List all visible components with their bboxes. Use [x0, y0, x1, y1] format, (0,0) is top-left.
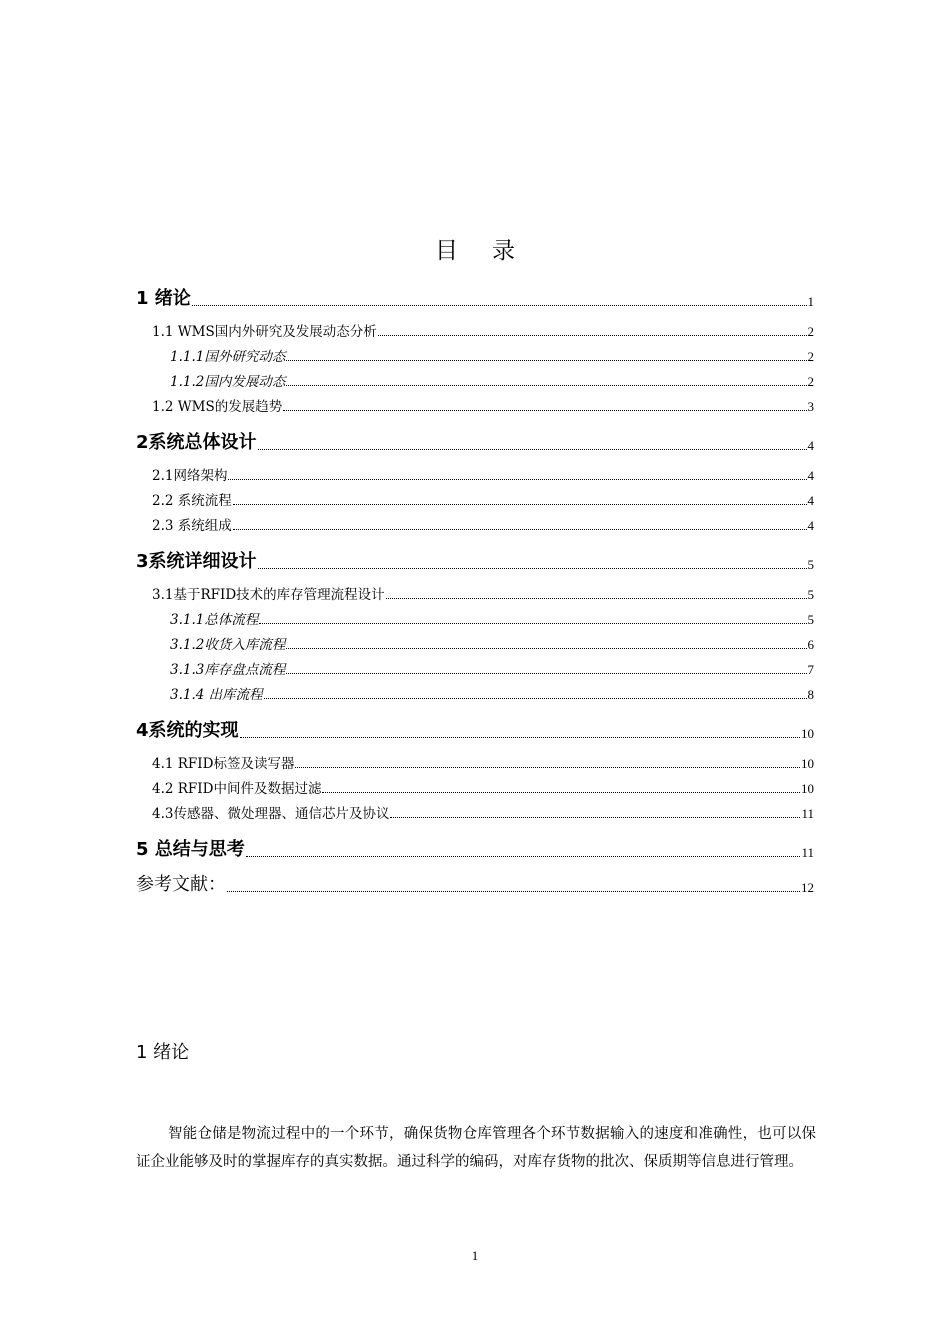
- dot-leader: [264, 698, 807, 699]
- toc-entry[interactable]: [152, 464, 814, 484]
- toc-entry[interactable]: [170, 345, 814, 365]
- toc-entry[interactable]: [136, 835, 814, 861]
- dot-leader: [286, 385, 806, 386]
- toc-entry-title: 1.1.2国内发展动态: [170, 374, 286, 390]
- toc-entry[interactable]: [152, 752, 814, 772]
- dot-leader: [386, 598, 807, 599]
- dot-leader: [259, 623, 806, 624]
- toc-entry-page: 10: [801, 781, 814, 796]
- toc-entry-title: 2.3 系统组成: [152, 518, 232, 534]
- toc-entry-title: 3.1.1总体流程: [170, 612, 259, 628]
- toc-entry[interactable]: [152, 583, 814, 603]
- toc-entry-title: 3.1.3库存盘点流程: [170, 662, 286, 678]
- toc-entry[interactable]: [170, 370, 814, 390]
- body-paragraph: 智能仓储是物流过程中的一个环节，确保货物仓库管理各个环节数据输入的速度和准确性，也可以保证企业能够及时的掌握库存的真实数据。通过科学的编码，对库存货物的批次、保质期等信息进行管理。: [136, 1126, 816, 1170]
- toc-entry-title: 2系统总体设计: [136, 432, 257, 453]
- toc-entry-title: 4.2 RFID中间件及数据过滤: [152, 781, 322, 797]
- toc-entry-page: 4: [807, 493, 814, 508]
- toc-entry[interactable]: [170, 683, 814, 703]
- toc-entry-title: 3.1.2收货入库流程: [170, 637, 286, 653]
- toc-title: 目录: [435, 238, 549, 264]
- toc-entry-page: 4: [807, 468, 814, 483]
- toc-entry-title: 3系统详细设计: [136, 551, 257, 572]
- dot-leader: [378, 335, 807, 336]
- toc-entry-page: 3: [807, 399, 814, 414]
- dot-leader: [227, 891, 800, 892]
- toc-entry[interactable]: [152, 489, 814, 509]
- dot-leader: [233, 504, 807, 505]
- toc-entry-title: 3.1基于RFID技术的库存管理流程设计: [152, 587, 385, 603]
- dot-leader: [283, 410, 806, 411]
- toc-entry-page: 10: [801, 726, 814, 741]
- toc-entry-page: 4: [807, 518, 814, 533]
- toc-entry-page: 12: [801, 880, 814, 895]
- dot-leader: [390, 817, 800, 818]
- toc-entry-page: 2: [807, 374, 814, 389]
- page-number: 1: [471, 1248, 479, 1263]
- toc-entry[interactable]: [152, 320, 814, 340]
- toc-entry-page: 4: [807, 438, 814, 453]
- dot-leader: [286, 673, 806, 674]
- dot-leader: [258, 449, 807, 450]
- dot-leader: [286, 360, 806, 361]
- toc-entry-page: 5: [807, 612, 814, 627]
- toc-entry-title: 参考文献：: [136, 874, 226, 895]
- toc-entry[interactable]: [152, 514, 814, 534]
- dot-leader: [240, 737, 800, 738]
- toc-entry[interactable]: [170, 658, 814, 678]
- dot-leader: [258, 568, 807, 569]
- toc-entry-page: 8: [807, 687, 814, 702]
- toc-entry-page: 11: [801, 845, 814, 860]
- toc-entry-page: 2: [807, 349, 814, 364]
- dot-leader: [322, 792, 800, 793]
- toc-entry-page: 11: [801, 806, 814, 821]
- toc-entry-page: 1: [807, 294, 814, 309]
- dot-leader: [246, 856, 801, 857]
- dot-leader: [233, 529, 807, 530]
- dot-leader: [192, 305, 807, 306]
- toc-entry-page: 6: [807, 637, 814, 652]
- toc-entry[interactable]: [170, 633, 814, 653]
- toc-entry[interactable]: [152, 777, 814, 797]
- toc-entry-title: 4.1 RFID标签及读写器: [152, 756, 295, 772]
- toc-entry-title: 1 绪论: [136, 288, 191, 309]
- toc-entry-title: 4.3传感器、微处理器、通信芯片及协议: [152, 806, 390, 822]
- toc-entry[interactable]: [152, 802, 814, 822]
- toc-entry-title: 1.1 WMS国内外研究及发展动态分析: [152, 324, 377, 340]
- toc-entry[interactable]: [136, 716, 814, 742]
- dot-leader: [286, 648, 806, 649]
- toc-entry-title: 1.2 WMS的发展趋势: [152, 399, 283, 415]
- toc-entry-title: 2.2 系统流程: [152, 493, 232, 509]
- toc-entry-page: 2: [807, 324, 814, 339]
- toc-entry-page: 5: [807, 587, 814, 602]
- toc-entry[interactable]: [136, 284, 814, 310]
- dot-leader: [295, 767, 800, 768]
- dot-leader: [228, 479, 806, 480]
- toc-entry[interactable]: [170, 608, 814, 628]
- section-heading: 1 绪论: [136, 1042, 190, 1063]
- toc-entry-page: 5: [807, 557, 814, 572]
- toc-entry[interactable]: [136, 547, 814, 573]
- toc-entry[interactable]: [152, 395, 814, 415]
- toc-entry-title: 1.1.1国外研究动态: [170, 349, 286, 365]
- toc-entry[interactable]: [136, 428, 814, 454]
- toc-entry-title: 5 总结与思考: [136, 839, 245, 860]
- toc-entry-title: 3.1.4 出库流程: [170, 687, 263, 703]
- toc-entry-page: 10: [801, 756, 814, 771]
- toc-entry-page: 7: [807, 662, 814, 677]
- toc-entry-title: 4系统的实现: [136, 720, 239, 741]
- toc-entry-title: 2.1网络架构: [152, 468, 228, 484]
- toc-entry[interactable]: [136, 870, 814, 896]
